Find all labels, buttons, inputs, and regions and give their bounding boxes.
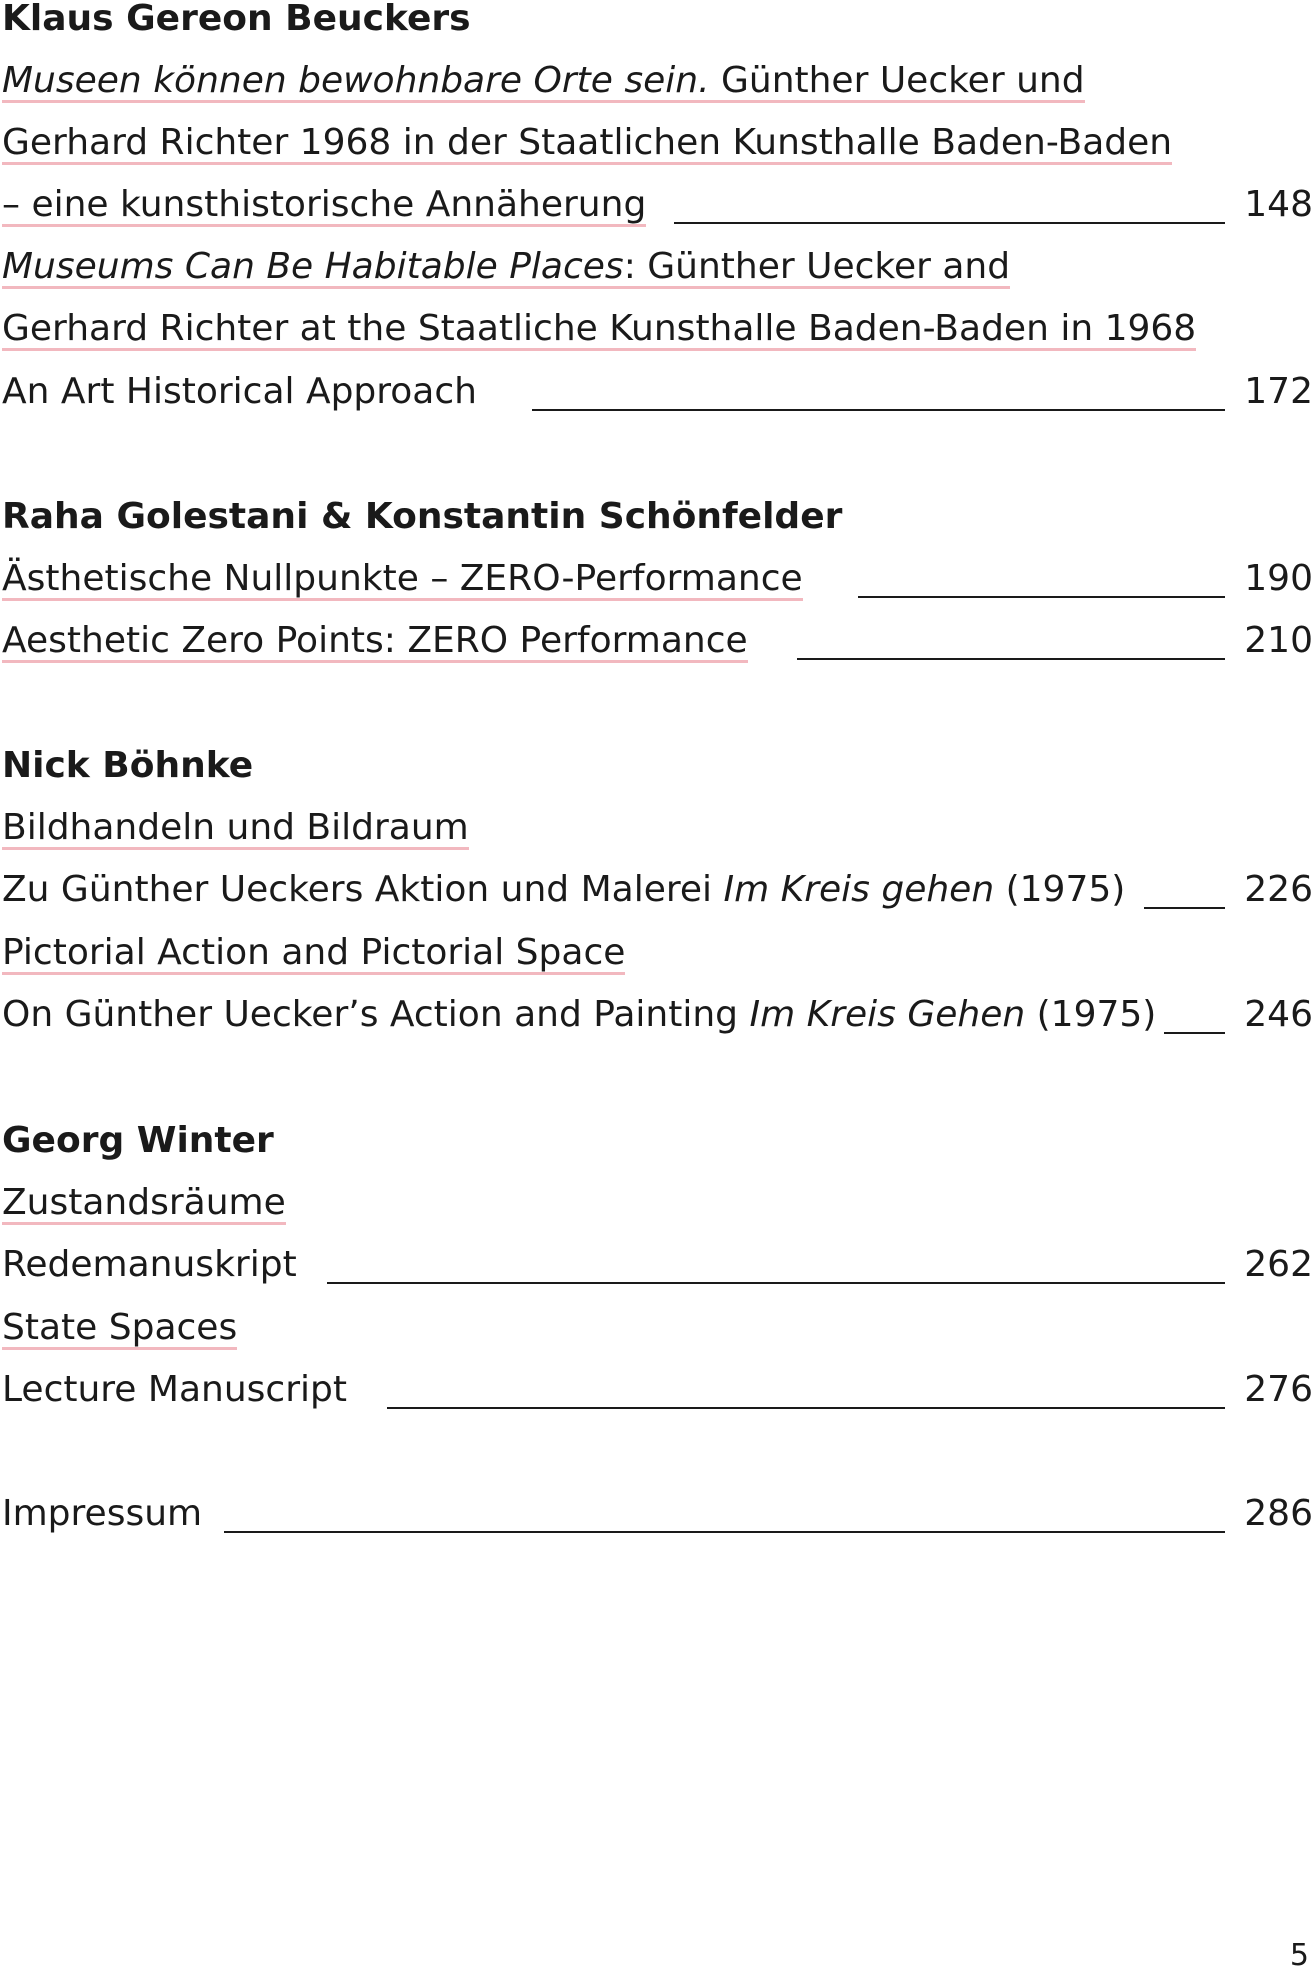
toc-entry-link[interactable]: State Spaces — [2, 1307, 238, 1348]
toc-entry-link[interactable]: Bildhandeln und Bildraum — [2, 807, 469, 848]
toc-entry-title-line — [2, 112, 1313, 174]
dot-leader — [532, 409, 1225, 411]
toc-entry-title-line — [2, 548, 1313, 610]
toc-entry-subtitle-line — [2, 1359, 1313, 1421]
toc-entry-link[interactable]: Gerhard Richter 1968 in der Staatlichen Kunsthalle Baden-Baden — [2, 122, 1173, 163]
page-number: 286 — [1244, 1493, 1313, 1534]
subtitle-text: An Art Historical Approach — [2, 371, 477, 412]
author-name: Raha Golestani & Konstantin Schönfelder — [2, 496, 843, 537]
subtitle-italic: Im Kreis gehen — [723, 869, 995, 910]
toc-entry-link[interactable]: Ästhetische Nullpunkte – ZERO-Performance — [2, 558, 803, 599]
folio-page-number: 5 — [1289, 1938, 1309, 1973]
toc-entry-title-line — [2, 298, 1313, 360]
toc-entry-link[interactable]: Aesthetic Zero Points: ZERO Performance — [2, 620, 748, 661]
toc-entry-subtitle-line — [2, 984, 1313, 1046]
title-text: : Günther Uecker and — [623, 246, 1011, 287]
toc-entry-link[interactable] — [2, 246, 1010, 289]
page-number: 276 — [1244, 1369, 1313, 1410]
toc-entry-title-line — [2, 236, 1313, 298]
dot-leader — [674, 222, 1225, 224]
title-italic: Museums Can Be Habitable Places — [2, 246, 624, 287]
author-name: Nick Böhnke — [2, 745, 254, 786]
toc-entry-title-line — [2, 1172, 1313, 1234]
toc-entry-title-line — [2, 174, 1313, 236]
subtitle-text: Redemanuskript — [2, 1244, 297, 1285]
toc-entry-impressum — [2, 1483, 1313, 1545]
subtitle-text: (1975) — [994, 869, 1126, 910]
dot-leader — [858, 596, 1225, 598]
page-number: 262 — [1244, 1244, 1313, 1285]
toc-entry-link[interactable]: Zustandsräume — [2, 1182, 286, 1223]
subtitle-text: (1975) — [1025, 994, 1157, 1035]
toc-entry-link[interactable]: Gerhard Richter at the Staatliche Kunsthalle Baden-Baden in 1968 — [2, 308, 1197, 349]
dot-leader — [1144, 907, 1225, 909]
toc-entry-link[interactable]: Pictorial Action and Pictorial Space — [2, 932, 626, 973]
page-number: 226 — [1244, 869, 1313, 910]
page-number: 246 — [1244, 994, 1313, 1035]
title-italic: Museen können bewohnbare Orte sein. — [2, 60, 710, 101]
impressum-text: Impressum — [2, 1493, 203, 1534]
toc-entry-title-line — [2, 1297, 1313, 1359]
author-name: Georg Winter — [2, 1120, 274, 1161]
toc-entry-subtitle-line — [2, 1234, 1313, 1296]
dot-leader — [797, 658, 1225, 660]
title-text: Günther Uecker und — [709, 60, 1085, 101]
toc-entry-title-line — [2, 922, 1313, 984]
toc-entry-link[interactable]: – eine kunsthistorische Annäherung — [2, 184, 647, 225]
dot-leader — [387, 1407, 1225, 1409]
page-number: 172 — [1244, 371, 1313, 412]
page-number: 210 — [1244, 620, 1313, 661]
dot-leader — [224, 1531, 1225, 1533]
toc-entry-subtitle-line — [2, 859, 1313, 921]
dot-leader — [1164, 1032, 1225, 1034]
subtitle-text: On Günther Uecker’s Action and Painting — [2, 994, 750, 1035]
page-number: 190 — [1244, 558, 1313, 599]
toc-entry-link[interactable] — [2, 60, 1085, 103]
subtitle-italic: Im Kreis Gehen — [749, 994, 1026, 1035]
subtitle-text: Lecture Manuscript — [2, 1369, 347, 1410]
toc-entry-title-line — [2, 50, 1313, 112]
toc-entry-title-line — [2, 797, 1313, 859]
dot-leader — [327, 1282, 1225, 1284]
subtitle-text: Zu Günther Ueckers Aktion und Malerei — [2, 869, 724, 910]
author-name: Klaus Gereon Beuckers — [2, 0, 471, 39]
page-number: 148 — [1244, 184, 1313, 225]
toc-entry-title-line — [2, 610, 1313, 672]
toc-entry-subtitle-line — [2, 361, 1313, 423]
